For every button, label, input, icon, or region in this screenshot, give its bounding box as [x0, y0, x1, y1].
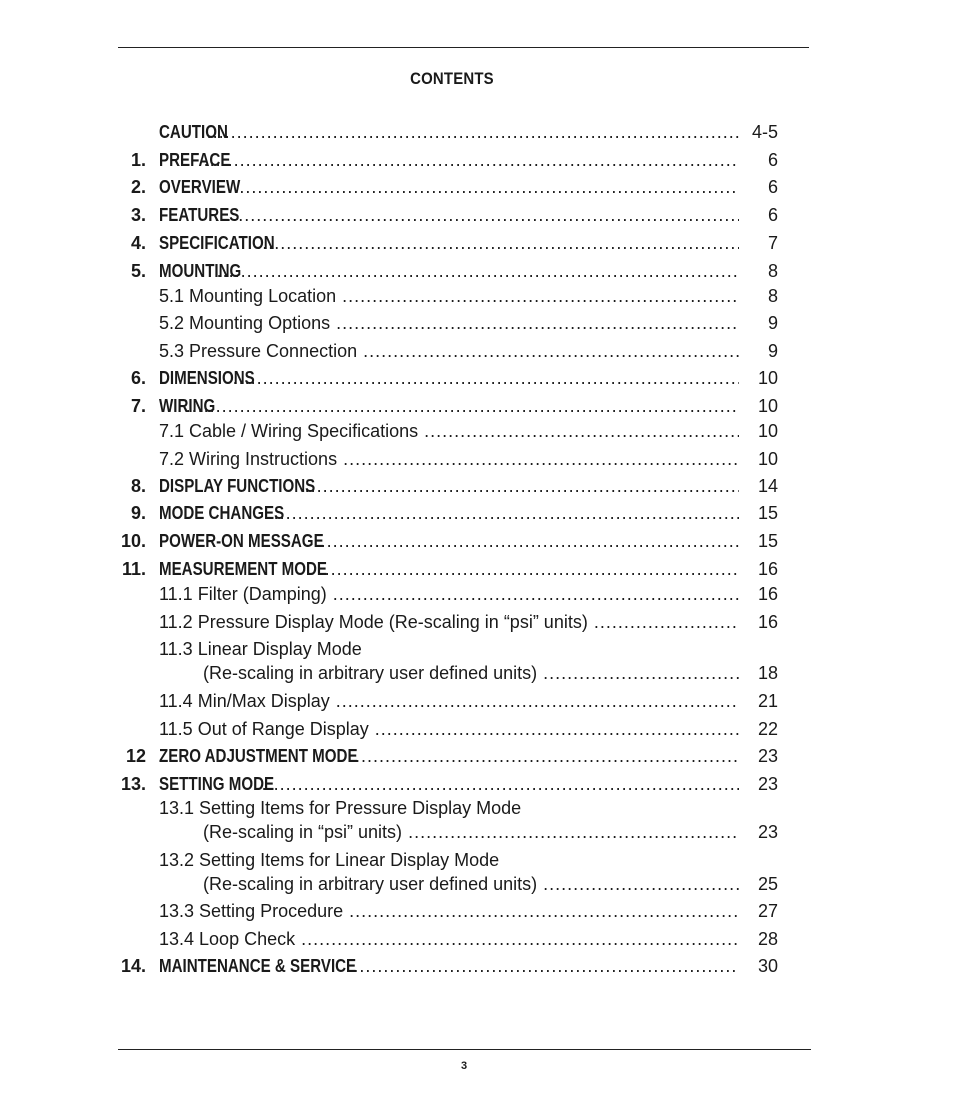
toc-entry-wiring[interactable]	[0, 394, 954, 418]
entry-page: 25	[757, 874, 778, 894]
entry-label: 11.3 Linear Display Mode	[159, 639, 362, 659]
entry-page: 16	[757, 559, 778, 579]
dot-leader	[186, 394, 739, 418]
entry-number: 9.	[130, 503, 146, 523]
bottom-rule	[118, 1049, 811, 1050]
toc-entry-specification[interactable]	[0, 231, 954, 255]
toc-entry-preface[interactable]	[0, 148, 954, 172]
toc-entry-mode-changes[interactable]	[0, 501, 954, 525]
entry-label: 13.3 Setting Procedure	[159, 901, 344, 921]
toc-subentry-setting-items-linear-cont[interactable]	[0, 872, 954, 896]
toc-entry-power-on-message[interactable]	[0, 529, 954, 553]
entry-label: MOUNTING	[159, 261, 242, 281]
dot-leader	[343, 447, 739, 471]
entry-number: 8.	[130, 476, 146, 496]
toc-subentry-setting-items-pressure-cont[interactable]	[0, 820, 954, 844]
dot-leader	[319, 557, 739, 581]
entry-label: (Re-scaling in arbitrary user defined units)	[203, 663, 538, 683]
entry-page: 16	[757, 612, 778, 632]
toc-subentry-mounting-location[interactable]	[0, 284, 954, 308]
dot-leader	[215, 175, 739, 199]
entry-label: 11.4 Min/Max Display	[159, 691, 330, 711]
entry-label: CAUTION	[159, 122, 228, 142]
entry-page: 10	[757, 421, 778, 441]
entry-page: 9	[767, 313, 778, 333]
entry-label: MODE CHANGES	[159, 503, 285, 523]
page-number: 3	[460, 1060, 468, 1072]
dot-leader	[214, 203, 739, 227]
entry-page: 23	[757, 746, 778, 766]
entry-page: 6	[767, 205, 778, 225]
dot-leader	[375, 717, 739, 741]
dot-leader	[336, 689, 739, 713]
toc-subentry-loop-check[interactable]	[0, 927, 954, 951]
toc-subentry-linear-display-mode-cont[interactable]	[0, 661, 954, 685]
toc-subentry-pressure-display-mode[interactable]	[0, 610, 954, 634]
entry-number: 4.	[130, 233, 146, 253]
entry-label: 13.1 Setting Items for Pressure Display Mode	[159, 798, 522, 818]
toc-subentry-setting-items-linear[interactable]	[0, 848, 954, 872]
entry-label: DISPLAY FUNCTIONS	[159, 476, 316, 496]
entry-page: 23	[757, 822, 778, 842]
toc-entry-overview[interactable]	[0, 175, 954, 199]
entry-label: 7.1 Cable / Wiring Specifications	[159, 421, 419, 441]
entry-number: 10.	[120, 531, 146, 551]
entry-label: (Re-scaling in “psi” units)	[203, 822, 403, 842]
page-title: CONTENTS	[410, 69, 494, 88]
toc-entry-mounting[interactable]	[0, 259, 954, 283]
entry-number: 3.	[130, 205, 146, 225]
toc-subentry-setting-procedure[interactable]	[0, 899, 954, 923]
entry-page: 15	[757, 531, 778, 551]
entry-label: 5.3 Pressure Connection	[159, 341, 358, 361]
entry-page: 14	[757, 476, 778, 496]
dot-leader	[315, 529, 739, 553]
entry-number: 11.	[121, 559, 146, 579]
entry-page: 15	[757, 503, 778, 523]
dot-leader	[333, 582, 739, 606]
entry-page: 10	[757, 396, 778, 416]
entry-label: 5.2 Mounting Options	[159, 313, 331, 333]
entry-page: 27	[757, 901, 778, 921]
toc-subentry-min-max-display[interactable]	[0, 689, 954, 713]
entry-label: 7.2 Wiring Instructions	[159, 449, 338, 469]
toc-subentry-cable-wiring-specs[interactable]	[0, 419, 954, 443]
entry-page: 16	[757, 584, 778, 604]
entry-page: 10	[757, 368, 778, 388]
dot-leader	[256, 231, 739, 255]
entry-page: 22	[757, 719, 778, 739]
dot-leader	[201, 120, 739, 144]
entry-page: 28	[757, 929, 778, 949]
dot-leader	[355, 744, 739, 768]
toc-subentry-filter-damping[interactable]	[0, 582, 954, 606]
entry-number: 1.	[130, 150, 146, 170]
entry-page: 6	[767, 177, 778, 197]
dot-leader	[342, 284, 739, 308]
entry-page: 18	[757, 663, 778, 683]
toc-entry-setting-mode[interactable]	[0, 772, 954, 796]
entry-page: 9	[767, 341, 778, 361]
entry-page: 6	[767, 150, 778, 170]
dot-leader	[233, 366, 739, 390]
entry-label: 11.2 Pressure Display Mode (Re-scaling in “psi” units)	[159, 612, 588, 632]
toc-entry-display-functions[interactable]	[0, 474, 954, 498]
entry-label: MAINTENANCE & SERVICE	[159, 956, 357, 976]
dot-leader	[217, 259, 739, 283]
entry-page: 8	[767, 261, 778, 281]
entry-label: MEASUREMENT MODE	[159, 559, 328, 579]
dot-leader	[305, 474, 739, 498]
dot-leader	[353, 954, 739, 978]
entry-number: 7.	[130, 396, 146, 416]
entry-page: 8	[767, 286, 778, 306]
entry-label: 11.5 Out of Range Display	[159, 719, 369, 739]
entry-label: 5.1 Mounting Location	[159, 286, 337, 306]
entry-label: FEATURES	[159, 205, 240, 225]
toc-subentry-setting-items-pressure[interactable]	[0, 796, 954, 820]
dot-leader	[594, 610, 739, 634]
entry-label: (Re-scaling in arbitrary user defined units)	[203, 874, 538, 894]
entry-label: OVERVIEW	[159, 177, 241, 197]
entry-number: 2.	[130, 177, 146, 197]
toc-subentry-wiring-instructions[interactable]	[0, 447, 954, 471]
dot-leader	[349, 899, 739, 923]
entry-label: DIMENSIONS	[159, 368, 255, 388]
entry-label: 13.4 Loop Check	[159, 929, 296, 949]
entry-page: 30	[757, 956, 778, 976]
toc-subentry-linear-display-mode[interactable]	[0, 637, 954, 661]
toc-entry-measurement-mode[interactable]	[0, 557, 954, 581]
entry-label: WIRING	[159, 396, 216, 416]
entry-page: 10	[757, 449, 778, 469]
entry-page: 4-5	[751, 122, 778, 142]
toc-subentry-out-of-range-display[interactable]	[0, 717, 954, 741]
entry-label: 11.1 Filter (Damping)	[159, 584, 327, 604]
entry-label: PREFACE	[159, 150, 231, 170]
dot-leader	[363, 339, 739, 363]
toc-entry-zero-adjustment-mode[interactable]	[0, 744, 954, 768]
dot-leader	[543, 872, 739, 896]
dot-leader	[424, 419, 739, 443]
toc-entry-caution[interactable]	[0, 120, 954, 144]
dot-leader	[543, 661, 739, 685]
dot-leader	[336, 311, 739, 335]
entry-label: SETTING MODE	[159, 774, 275, 794]
entry-page: 23	[757, 774, 778, 794]
dot-leader	[204, 148, 739, 172]
entry-number: 6.	[130, 368, 146, 388]
entry-number: 12	[125, 746, 146, 766]
entry-label: 13.2 Setting Items for Linear Display Mode	[159, 850, 500, 870]
entry-page: 21	[757, 691, 778, 711]
toc-entry-features[interactable]	[0, 203, 954, 227]
entry-number: 13.	[120, 774, 146, 794]
dot-leader	[268, 501, 739, 525]
dot-leader	[256, 772, 739, 796]
entry-label: POWER-ON MESSAGE	[159, 531, 324, 551]
entry-label: SPECIFICATION	[159, 233, 275, 253]
entry-label: ZERO ADJUSTMENT MODE	[159, 746, 358, 766]
toc-entry-maintenance-service[interactable]	[0, 954, 954, 978]
dot-leader	[408, 820, 739, 844]
toc-subentry-mounting-options[interactable]	[0, 311, 954, 335]
toc-entry-dimensions[interactable]	[0, 366, 954, 390]
entry-number: 14.	[120, 956, 146, 976]
entry-page: 7	[767, 233, 778, 253]
dot-leader	[301, 927, 739, 951]
entry-number: 5.	[130, 261, 146, 281]
toc-subentry-pressure-connection[interactable]	[0, 339, 954, 363]
